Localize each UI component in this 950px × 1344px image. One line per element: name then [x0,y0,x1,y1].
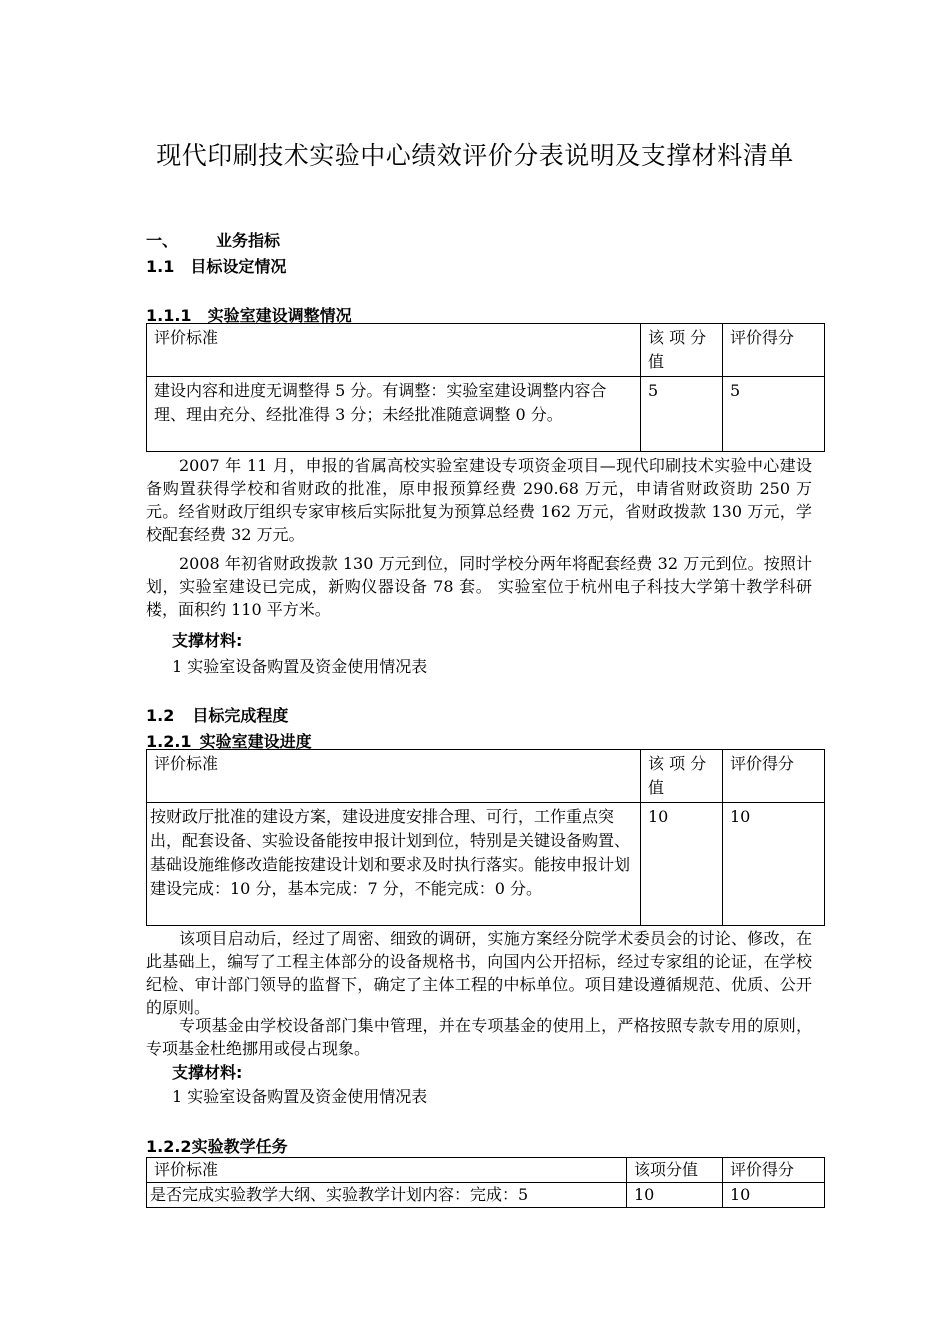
row-evaluation-score: 10 [723,1183,825,1208]
header-score-value: 该项分值 [627,1158,723,1183]
support-item-1-1-1: 1 实验室设备购置及资金使用情况表 [172,657,428,676]
table-1-1-1 [146,323,825,452]
header-score-value: 该 项 分 值 [641,750,723,803]
section-1-label: 业务指标 [216,231,281,250]
section-1-1-number: 1.1 [146,257,175,276]
row-score-value: 5 [641,377,723,452]
section-1-2-1-label: 实验室建设进度 [199,732,312,751]
page-title: 现代印刷技术实验中心绩效评价分表说明及支撑材料清单 [156,141,794,170]
header-evaluation-score: 评价得分 [723,1158,825,1183]
support-label-1-2-1: 支撑材料: [172,1063,243,1082]
section-1-2-1-number: 1.2.1 [146,732,192,751]
table-header-row [147,324,825,377]
row-criteria: 是否完成实验教学大纲、实验教学计划内容：完成：5 [147,1183,627,1208]
row-criteria: 建设内容和进度无调整得 5 分。有调整：实验室建设调整内容合理、理由充分、经批准得 3 分；未经批准随意调整 0 分。 [147,377,641,452]
section-1-number: 一、 [146,231,179,250]
header-criteria: 评价标准 [147,1158,627,1183]
row-score-value: 10 [641,803,723,926]
table-1-2-2 [146,1157,825,1208]
table-row [147,377,825,452]
section-1-1-1-label: 实验室建设调整情况 [207,306,352,325]
paragraph-1-2-1-a: 该项目启动后，经过了周密、细致的调研，实施方案经分院学术委员会的讨论、修改，在此基础上，编写了工程主体部分的设备规格书，向国内公开招标，经过专家组的论证，在学校纪检、审计部门领导的监督下，确定了主体工程的中标单位。项目建设遵循规范、优质、公开的原则。 [146,929,812,1017]
section-1-2-number: 1.2 [146,706,175,725]
section-1-1-label: 目标设定情况 [190,257,287,276]
table-row [147,803,825,926]
paragraph-1-1-1-a: 2007 年 11 月，申报的省属高校实验室建设专项资金项目—现代印刷技术实验中心建设备购置获得学校和省财政的批准，原申报预算经费 290.68 万元，申请省财政资助 250 万元。经省财政厅组织专家审核后实际批复为预算总经费 162 万元，省财政拨款 130 万元，学校配套经费 32 万元。 [146,456,812,544]
header-score-value: 该 项 分 值 [641,324,723,377]
section-1-1-1-number: 1.1.1 [146,306,192,325]
row-score-value: 10 [627,1183,723,1208]
row-criteria: 按财政厅批准的建设方案，建设进度安排合理、可行，工作重点突出，配套设备、实验设备能按申报计划到位，特别是关键设备购置、基础设施维修改造能按建设计划和要求及时执行落实。能按申报计划建设完成：10 分，基本完成：7 分，不能完成：0 分。 [147,803,641,926]
section-1-2-heading [146,703,288,726]
support-item-1-2-1: 1 实验室设备购置及资金使用情况表 [172,1087,428,1106]
header-criteria: 评价标准 [147,750,641,803]
section-1-heading [146,228,280,251]
section-1-2-2-label: 实验教学任务 [191,1137,288,1156]
paragraph-1-1-1-b: 2008 年初省财政拨款 130 万元到位，同时学校分两年将配套经费 32 万元到位。按照计划，实验室建设已完成，新购仪器设备 78 套。 实验室位于杭州电子科技大学第十教学科研楼，面积约 110 平方米。 [146,554,812,619]
table-1-2-1 [146,749,825,926]
section-1-1-heading [146,254,286,277]
table-header-row [147,1158,825,1183]
support-label-1-1-1: 支撑材料: [172,631,243,650]
section-1-2-2-heading [146,1134,288,1157]
section-1-2-2-number: 1.2.2 [146,1137,192,1156]
header-evaluation-score: 评价得分 [723,750,825,803]
header-evaluation-score: 评价得分 [723,324,825,377]
paragraph-1-2-1-b: 专项基金由学校设备部门集中管理，并在专项基金的使用上，严格按照专款专用的原则，专项基金杜绝挪用或侵占现象。 [146,1016,812,1058]
row-evaluation-score: 10 [723,803,825,926]
section-1-2-label: 目标完成程度 [192,706,289,725]
table-header-row [147,750,825,803]
table-row [147,1183,825,1208]
header-criteria: 评价标准 [147,324,641,377]
row-evaluation-score: 5 [723,377,825,452]
